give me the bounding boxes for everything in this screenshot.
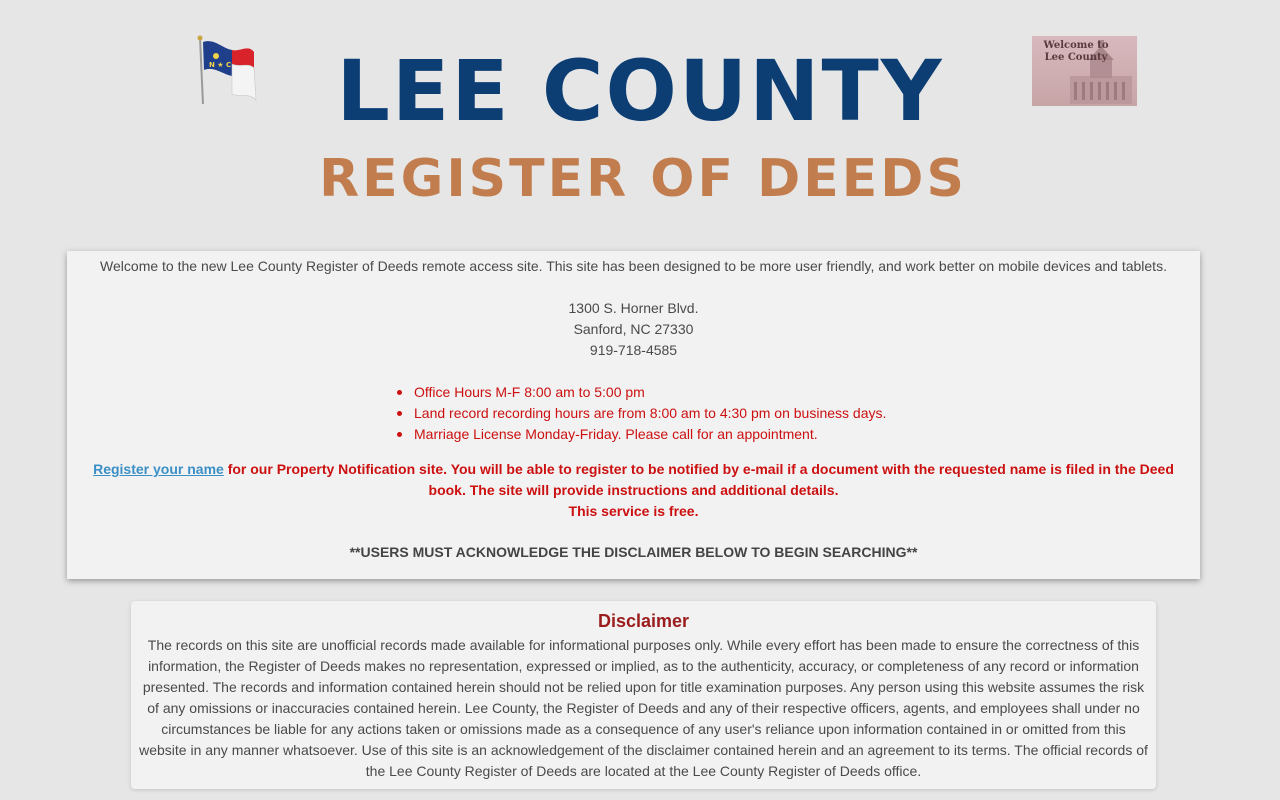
site-subtitle: REGISTER OF DEEDS	[319, 149, 967, 209]
office-address	[67, 298, 1200, 361]
address-street: 1300 S. Horner Blvd.	[568, 300, 699, 316]
property-notification-notice	[77, 459, 1190, 522]
welcome-to-lee-county-image[interactable]	[1032, 36, 1137, 106]
address-city: Sanford, NC 27330	[573, 321, 694, 337]
info-panel	[67, 251, 1200, 579]
disclaimer-title: Disclaimer	[597, 611, 690, 631]
welcome-message: Welcome to the new Lee County Register of Deeds remote access site. This site has been designed to be more user friendly, and work better on mobile devices and tablets.	[100, 258, 1167, 274]
welcome-image-caption: Welcome to Lee County	[1043, 40, 1109, 63]
register-your-name-link[interactable]: Register your name	[93, 461, 224, 477]
svg-text:N ★ C: N ★ C	[209, 61, 232, 69]
acknowledge-notice: **USERS MUST ACKNOWLEDGE THE DISCLAIMER BELOW TO BEGIN SEARCHING**	[349, 544, 918, 560]
office-hours-list	[412, 382, 886, 445]
list-item: Office Hours M-F 8:00 am to 5:00 pm	[412, 382, 886, 403]
notification-description: for our Property Notification site. You will be able to register to be notified by e-mail if a document with the requested name is filed in the Deed book. The site will provide instructions and additional details.	[223, 461, 1174, 498]
office-phone: 919-718-4585	[589, 342, 678, 358]
disclaimer-panel	[131, 601, 1156, 789]
disclaimer-body: The records on this site are unofficial records made available for informational purposes only. While every effort has been made to ensure the correctness of this information, the Register of Deeds makes no representation, expressed or implied, as to the authenticity, accuracy, or completeness of any record or information presented. The records and information contained herein should not be relied upon for title examination purposes. Any person using this website assumes the risk of any omissions or inaccuracies contained herein. Lee County, the Register of Deeds and any of their respective officers, agents, and employees shall under no circumstances be liable for any actions taken or omissions made as a consequence of any user's reliance upon information contained in or omitted from this website in any manner whatsoever. Use of this site is an acknowledgement of the disclaimer contained herein and an agreement to its terms. The official records of the Lee County Register of Deeds are located at the Lee County Register of Deeds office.	[139, 637, 1148, 779]
list-item: Marriage License Monday-Friday. Please call for an appointment.	[412, 424, 886, 445]
site-title: LEE COUNTY	[336, 42, 944, 140]
list-item: Land record recording hours are from 8:00 am to 4:30 pm on business days.	[412, 403, 886, 424]
site-header	[0, 0, 1280, 250]
free-service-note: This service is free.	[568, 503, 699, 519]
